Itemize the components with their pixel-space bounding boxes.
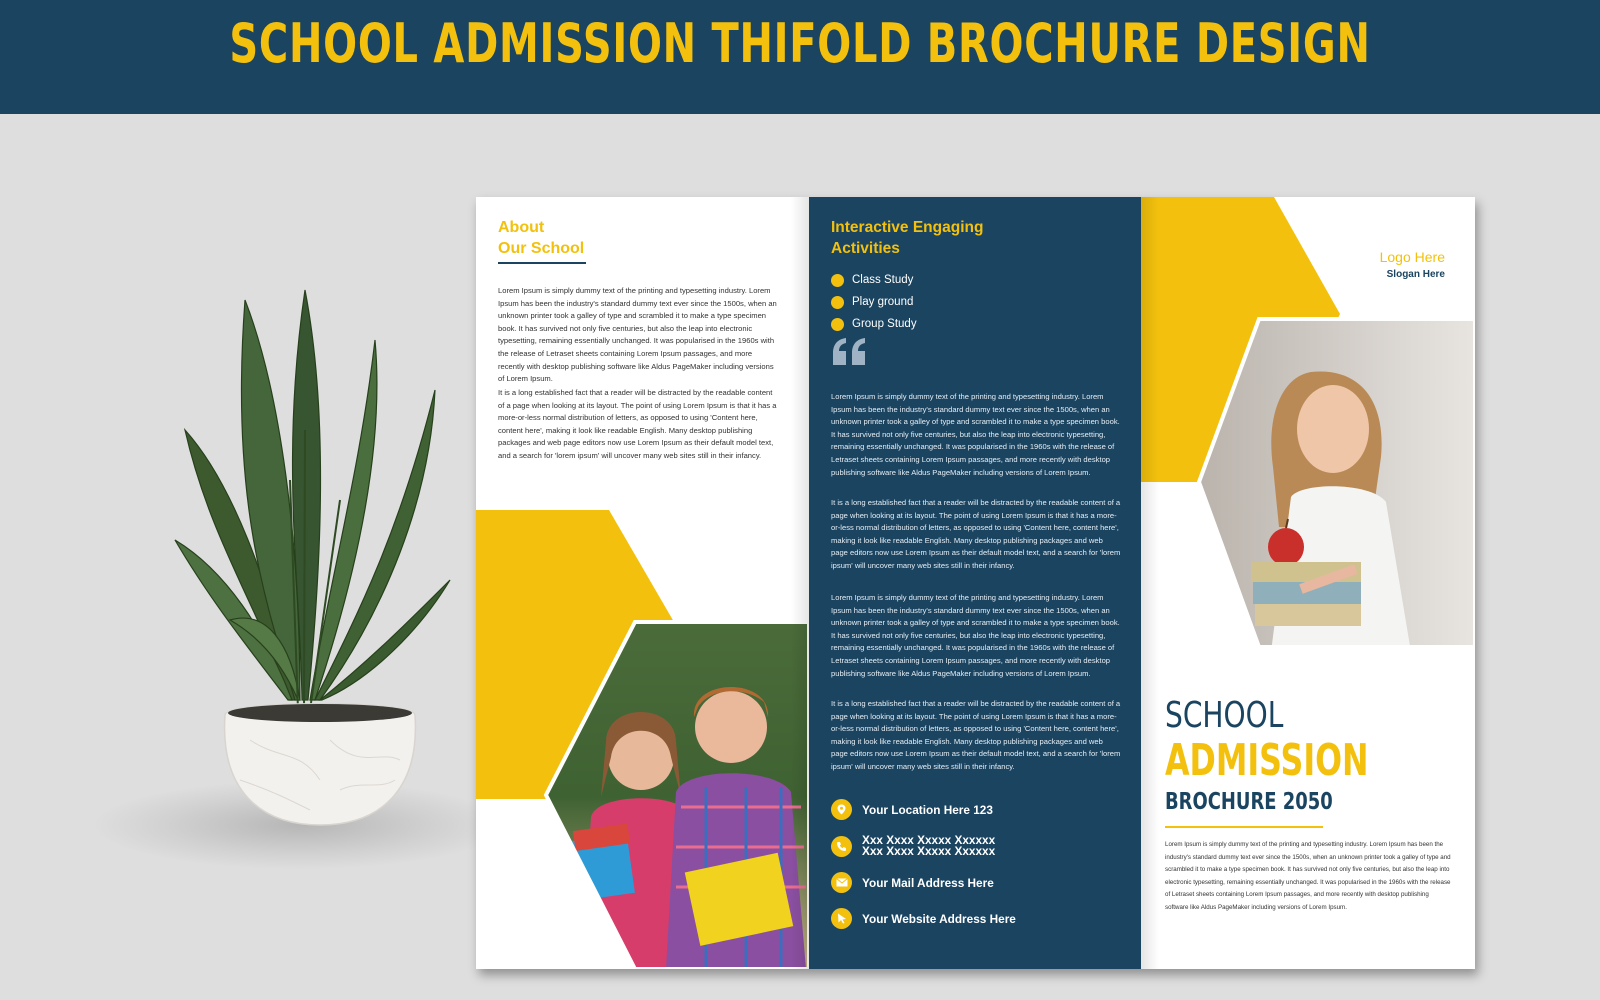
mail-text: Your Mail Address Here [862, 875, 994, 890]
quote-icon [831, 337, 869, 367]
cover-title-admission: ADMISSION [1165, 735, 1369, 786]
activities-list [831, 269, 917, 335]
activities-paragraph-1: Lorem Ipsum is simply dummy text of the printing and typesetting industry. Lorem Ipsum has been the industry's standard dummy text ever since the 1500s, when an unknown printer took a galley of type and scrambled it to make a type specimen book. It has survived not only five centuries, but also the leap into electronic typesetting, remaining essentially unchanged. It was popularised in the 1960s with the release of Letraset sheets containing Lorem Ipsum passages, and more recently with desktop publishing software like Aldus PageMaker including versions of Lorem Ipsum. [831, 392, 1120, 477]
website-text: Your Website Address Here [862, 911, 1016, 926]
left-panel [476, 197, 809, 969]
activities-paragraph-2: It is a long established fact that a reader will be distracted by the readable content of a page when looking at its layout. The point of using Lorem Ipsum is that it has a more-or-less normal distribution of letters, as opposed to using 'Content here, content here', making it look like readable English. Many desktop publishing packages and web page editors now use Lorem Ipsum as their default model text, and a search for 'lorem ipsum' will uncover many web sites still in their infancy. [831, 498, 1121, 570]
cover-title-school: SCHOOL [1165, 695, 1284, 736]
list-item [831, 313, 917, 335]
about-paragraph-2: It is a long established fact that a reader will be distracted by the readable content of a page when looking at its layout. The point of using Lorem Ipsum is that it has a more-or-less normal distribution of letters, as opposed to using 'Content here, content here', making it look like readable English. Many desktop publishing packages and web page editors now use Lorem Ipsum as their default model text, and a search for 'lorem ipsum' will uncover many web sites still in their infancy. [498, 388, 777, 460]
cover-underline [1165, 826, 1323, 828]
list-item [831, 291, 917, 313]
phone-numbers [862, 835, 995, 857]
activities-title-line2: Activities [831, 240, 900, 257]
cover-subtitle: BROCHURE 2050 [1165, 789, 1333, 815]
contact-website [831, 908, 1131, 929]
phone-icon [831, 836, 852, 857]
bullet-icon [831, 296, 844, 309]
contact-phone [831, 835, 1131, 857]
location-pin-icon [831, 799, 852, 820]
header-banner [0, 0, 1600, 114]
middle-panel [809, 197, 1141, 969]
activities-title-line1: Interactive Engaging [831, 219, 984, 236]
cursor-icon [831, 908, 852, 929]
slogan-text: Slogan Here [1386, 269, 1445, 280]
activity-label: Play ground [852, 296, 914, 308]
left-shapes [476, 197, 809, 969]
about-paragraph-1: Lorem Ipsum is simply dummy text of the printing and typesetting industry. Lorem Ipsum has been the industry's standard dummy text ever since the 1500s, when an unknown printer took a galley of type and scrambled it to make a type specimen book. It has survived not only five centuries, but also the leap into electronic typesetting, remaining essentially unchanged. It was popularised in the 1960s with the release of Letraset sheets containing Lorem Ipsum passages, and more recently with desktop publishing software like Aldus PageMaker including versions of Lorem Ipsum. [498, 286, 777, 384]
list-item [831, 269, 917, 291]
phone-line-2: Xxx Xxxx Xxxxx Xxxxxx [862, 844, 996, 858]
mail-icon [831, 872, 852, 893]
bullet-icon [831, 274, 844, 287]
phone-line-1: Xxx Xxxx Xxxxx Xxxxxx [862, 833, 996, 847]
right-panel [1141, 197, 1475, 969]
activities-title [831, 217, 1081, 259]
logo-text: Logo Here [1379, 249, 1445, 265]
activities-paragraph-4: It is a long established fact that a reader will be distracted by the readable content of a page when looking at its layout. The point of using Lorem Ipsum is that it has a more-or-less normal distribution of letters, as opposed to using 'Content here, content here', making it look like readable English. Many desktop publishing packages and web page editors now use Lorem Ipsum as their default model text, and a search for 'lorem ipsum' will uncover many web sites still in their infancy. [831, 699, 1121, 771]
contact-location [831, 799, 1131, 820]
about-title-line2: Our School [498, 240, 585, 257]
fold-shadow [791, 197, 809, 969]
activities-paragraph-3: Lorem Ipsum is simply dummy text of the printing and typesetting industry. Lorem Ipsum has been the industry's standard dummy text ever since the 1500s, when an unknown printer took a galley of type and scrambled it to make a type specimen book. It has survived not only five centuries, but also the leap into electronic typesetting, remaining essentially unchanged. It was popularised in the 1960s with the release of Letraset sheets containing Lorem Ipsum passages, and more recently with desktop publishing software like Aldus PageMaker including versions of Lorem Ipsum. [831, 593, 1120, 678]
cover-paragraph: Lorem Ipsum is simply dummy text of the printing and typesetting industry. Lorem Ipsum has been the industry's standard dummy text ever since the 1500s, when an unknown printer took a galley of type and scrambled it to make a type specimen book. It has survived not only five centuries, but also the leap into electronic typesetting, remaining essentially unchanged. It was popularised in the 1960s with the release of Letraset sheets containing Lorem Ipsum passages, and more recently with desktop publishing software like Aldus PageMaker including versions of Lorem Ipsum. [1165, 841, 1451, 911]
fold-shadow [1141, 197, 1159, 969]
page-title: SCHOOL ADMISSION THIFOLD BROCHURE DESIGN [229, 12, 1371, 75]
about-title-line1: About [498, 219, 545, 236]
activity-label: Class Study [852, 274, 914, 286]
contact-mail [831, 872, 1131, 893]
brochure [476, 197, 1475, 969]
location-text: Your Location Here 123 [862, 802, 993, 817]
bullet-icon [831, 318, 844, 331]
potted-plant-image [170, 280, 470, 860]
activity-label: Group Study [852, 318, 917, 330]
